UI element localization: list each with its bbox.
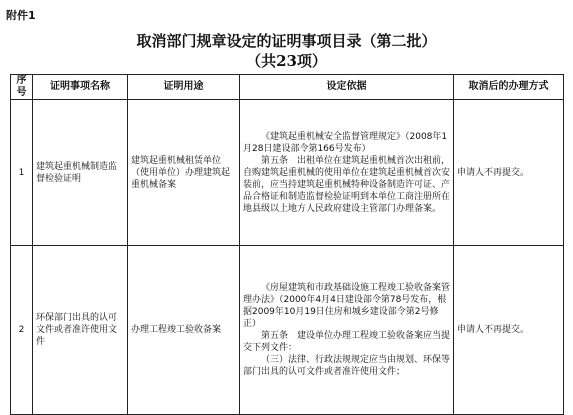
basis-source: 《建筑起重机械安全监督管理规定》（2008年1月28日建设部令第166号发布） [243,131,448,154]
basis-item: （三）法律、行政法规规定应当由规划、环保等部门出具的认可文件或者准许使用文件； [243,355,451,377]
header-method: 取消后的办理方式 [454,75,564,100]
header-name: 证明事项名称 [33,75,128,100]
row-name: 建筑起重机械制造监督检验证明 [33,100,128,246]
row-name: 环保部门出具的认可文件或者准许使用文件 [33,246,128,415]
header-purpose: 证明用途 [128,75,240,100]
row-no: 2 [11,246,33,415]
basis-article: 第五条 建设单位办理工程竣工验收备案应当提交下列文件： [243,331,451,353]
row-basis [240,100,454,246]
document-subtitle: （共23项） [246,52,327,70]
attachment-label: 附件1 [6,9,36,22]
certificate-table [10,74,564,415]
basis-source: 《房屋建筑和市政基础设施工程竣工验收备案管理办法》（2000年4月4日建设部令第78号发布，根据2009年10月19日住房和城乡建设部令第2号修正） [243,283,451,329]
basis-article: 第五条 出租单位在建筑起重机械首次出租前，自购建筑起重机械的使用单位在建筑起重机械首次安装前，应当持建筑起重机械特种设备制造许可证、产品合格证和制造监督检验证明到本单位工商注册所在地县级以上地方人民政府建设主管部门办理备案。 [243,155,451,214]
row-method: 申请人不再提交。 [454,246,564,415]
table-row [11,246,564,415]
document-title: 取消部门规章设定的证明事项目录（第二批） [136,32,437,50]
row-method: 申请人不再提交。 [454,100,564,246]
table-row [11,100,564,246]
row-purpose: 建筑起重机械租赁单位（使用单位）办理建筑起重机械备案 [128,100,240,246]
row-purpose: 办理工程竣工验收备案 [128,246,240,415]
header-basis: 设定依据 [240,75,454,100]
row-no: 1 [11,100,33,246]
table-header-row [11,75,564,100]
row-basis [240,246,454,415]
header-no: 序号 [11,75,33,100]
